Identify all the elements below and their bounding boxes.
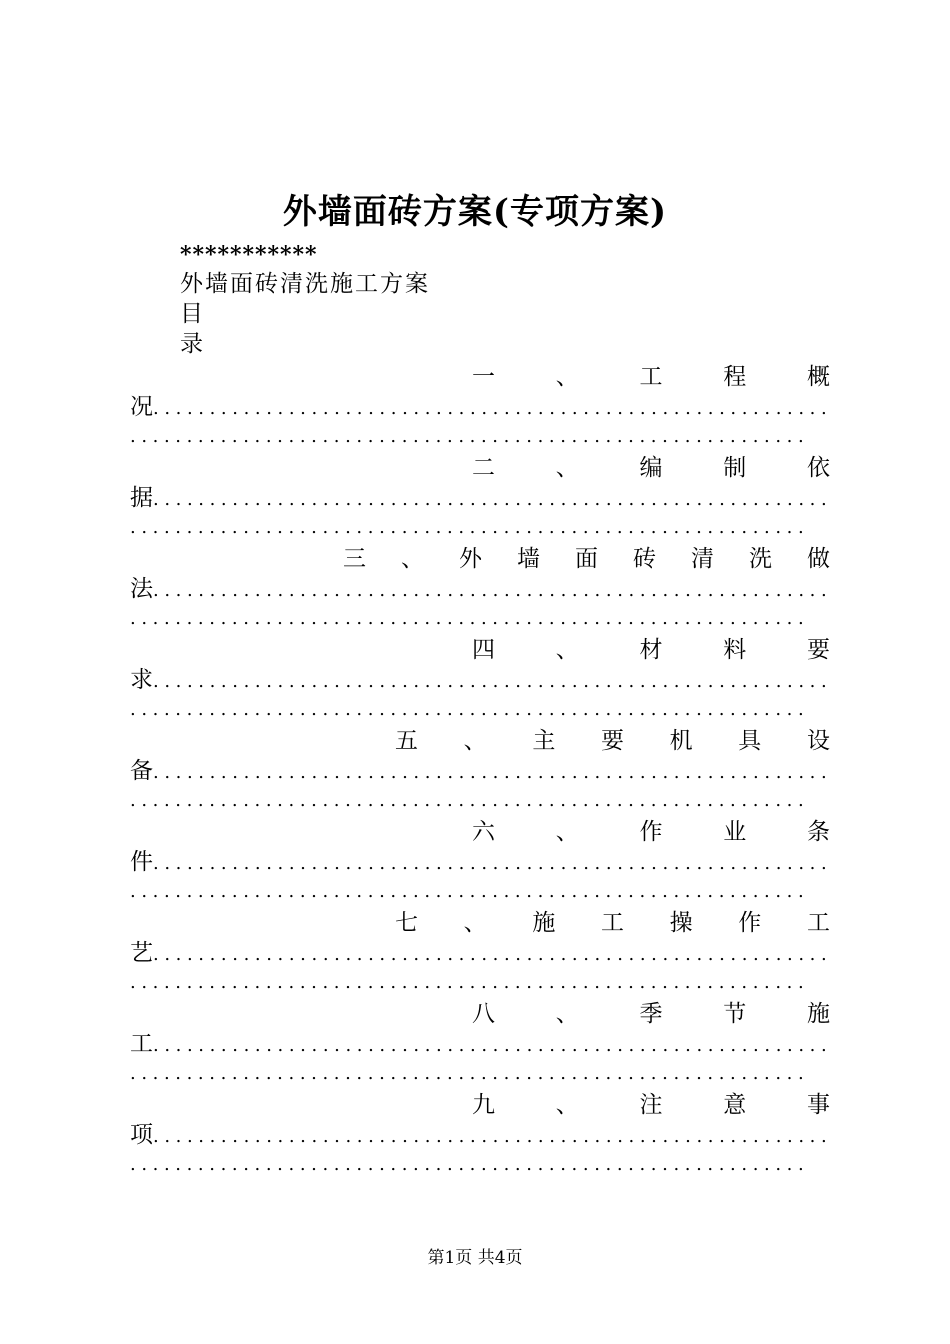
- star-separator: ***********: [180, 242, 318, 268]
- toc-heading-char: 施: [532, 910, 556, 936]
- toc-heading-char: 、: [463, 910, 487, 936]
- toc-leader-line: [130, 938, 833, 968]
- toc-heading-char: 具: [738, 728, 762, 754]
- toc-heading-char: 砖: [633, 546, 656, 572]
- toc-entry: [130, 453, 833, 544]
- toc-entry-heading: [472, 362, 830, 392]
- toc-entry: [130, 817, 833, 908]
- toc-heading-tail: 况: [130, 394, 153, 420]
- toc-heading-char: 、: [401, 546, 424, 572]
- toc-leader-line: [130, 756, 833, 786]
- toc-heading-char: 、: [555, 1092, 579, 1118]
- toc-entry: [130, 908, 833, 999]
- toc-heading-char: 、: [463, 728, 487, 754]
- toc-heading-char: 作: [639, 819, 663, 845]
- toc-label-mu: 目: [180, 301, 203, 327]
- toc-heading-char: 一: [472, 364, 495, 390]
- toc-heading-char: 二: [472, 455, 495, 481]
- toc-heading-char: 外: [459, 546, 482, 572]
- toc-heading-tail: 求: [130, 667, 153, 693]
- toc-heading-char: 洗: [749, 546, 772, 572]
- toc-leader-dots: ............................................................: [130, 608, 810, 629]
- toc-heading-char: 要: [807, 637, 830, 663]
- toc-heading-char: 设: [806, 728, 830, 754]
- toc-heading-char: 、: [555, 819, 579, 845]
- toc-heading-tail: 件: [130, 849, 153, 875]
- toc-heading-char: 事: [807, 1092, 830, 1118]
- toc-leader-dots: ............................................................: [153, 489, 833, 510]
- toc-heading-char: 工: [806, 910, 830, 936]
- toc-leader-dots: ............................................................: [153, 398, 833, 419]
- toc-entry-heading: [472, 817, 830, 847]
- toc-leader-dots: ............................................................: [153, 1035, 833, 1056]
- toc-heading-char: 三: [343, 546, 366, 572]
- toc-heading-char: 、: [555, 1001, 579, 1027]
- toc-heading-char: 作: [738, 910, 762, 936]
- toc-heading-char: 料: [723, 637, 747, 663]
- toc-leader-dots: ............................................................: [130, 790, 810, 811]
- document-subtitle: 外墙面砖清洗施工方案: [180, 271, 430, 297]
- toc-leader-dots: ............................................................: [153, 580, 833, 601]
- toc-leader-line: [130, 574, 833, 604]
- toc-leader-line: [130, 1120, 833, 1150]
- toc-entry: [130, 544, 833, 635]
- toc-leader-dots: ............................................................: [130, 517, 810, 538]
- toc-heading-char: 机: [669, 728, 693, 754]
- toc-heading-char: 五: [395, 728, 418, 754]
- toc-entry-heading: [472, 1090, 830, 1120]
- toc-heading-char: 四: [472, 637, 495, 663]
- toc-leader-dots: ............................................................: [153, 671, 833, 692]
- toc-heading-char: 依: [807, 455, 830, 481]
- toc-heading-char: 季: [639, 1001, 663, 1027]
- toc-entry: [130, 999, 833, 1090]
- toc-heading-char: 、: [555, 455, 579, 481]
- toc-leader-dots: ............................................................: [153, 762, 833, 783]
- toc-heading-char: 八: [472, 1001, 495, 1027]
- toc-heading-char: 主: [532, 728, 556, 754]
- toc-leader-dots: ............................................................: [153, 853, 833, 874]
- toc-leader-dots: ............................................................: [130, 1063, 810, 1084]
- toc-leader-line: [130, 665, 833, 695]
- toc-heading-char: 意: [723, 1092, 747, 1118]
- toc-leader-line: [130, 847, 833, 877]
- toc-heading-char: 工: [639, 364, 663, 390]
- toc-heading-char: 施: [807, 1001, 830, 1027]
- toc-heading-tail: 项: [130, 1122, 153, 1148]
- toc-entry: [130, 726, 833, 817]
- toc-heading-tail: 备: [130, 758, 153, 784]
- toc-heading-char: 条: [807, 819, 830, 845]
- toc-heading-char: 注: [639, 1092, 663, 1118]
- toc-heading-char: 概: [807, 364, 830, 390]
- toc-heading-char: 工: [600, 910, 624, 936]
- toc-leader-line: [130, 483, 833, 513]
- toc-heading-tail: 工: [130, 1031, 153, 1057]
- toc-leader-dots: ............................................................: [153, 944, 833, 965]
- toc-entry: [130, 1090, 833, 1181]
- toc-leader-line: [130, 392, 833, 422]
- toc-leader-dots: ............................................................: [130, 426, 810, 447]
- toc-heading-char: 要: [600, 728, 624, 754]
- toc-heading-char: 业: [723, 819, 747, 845]
- toc-entry-heading: [472, 453, 830, 483]
- page-footer: 第1页 共4页: [427, 1248, 523, 1268]
- toc-entry-heading: [472, 999, 830, 1029]
- toc-heading-tail: 据: [130, 485, 153, 511]
- toc-heading-char: 清: [691, 546, 714, 572]
- toc-entry: [130, 362, 833, 453]
- toc-heading-char: 编: [639, 455, 663, 481]
- toc-heading-char: 墙: [517, 546, 540, 572]
- document-title: 外墙面砖方案(专项方案): [282, 192, 668, 232]
- toc-leader-dots: ............................................................: [153, 1126, 833, 1147]
- toc-heading-char: 制: [723, 455, 747, 481]
- toc-heading-char: 面: [575, 546, 598, 572]
- toc-heading-char: 、: [555, 364, 579, 390]
- toc-leader-line: [130, 1029, 833, 1059]
- toc-entry-heading: [343, 544, 830, 574]
- toc-heading-char: 节: [723, 1001, 747, 1027]
- toc-leader-dots: ............................................................: [130, 1154, 810, 1175]
- toc-heading-tail: 法: [130, 576, 153, 602]
- toc-entry: [130, 635, 833, 726]
- toc-heading-tail: 艺: [130, 940, 153, 966]
- toc-leader-dots: ............................................................: [130, 699, 810, 720]
- toc-entry-heading: [472, 635, 830, 665]
- toc-heading-char: 七: [395, 910, 418, 936]
- toc-heading-char: 九: [472, 1092, 495, 1118]
- toc-heading-char: 材: [639, 637, 663, 663]
- toc-heading-char: 做: [807, 546, 830, 572]
- toc-leader-dots: ............................................................: [130, 972, 810, 993]
- toc-entry-heading: [395, 908, 830, 938]
- toc-heading-char: 程: [723, 364, 747, 390]
- toc-heading-char: 操: [669, 910, 693, 936]
- toc-heading-char: 、: [555, 637, 579, 663]
- toc-entry-heading: [395, 726, 830, 756]
- toc-heading-char: 六: [472, 819, 495, 845]
- toc-label-lu: 录: [180, 331, 203, 357]
- toc-leader-dots: ............................................................: [130, 881, 810, 902]
